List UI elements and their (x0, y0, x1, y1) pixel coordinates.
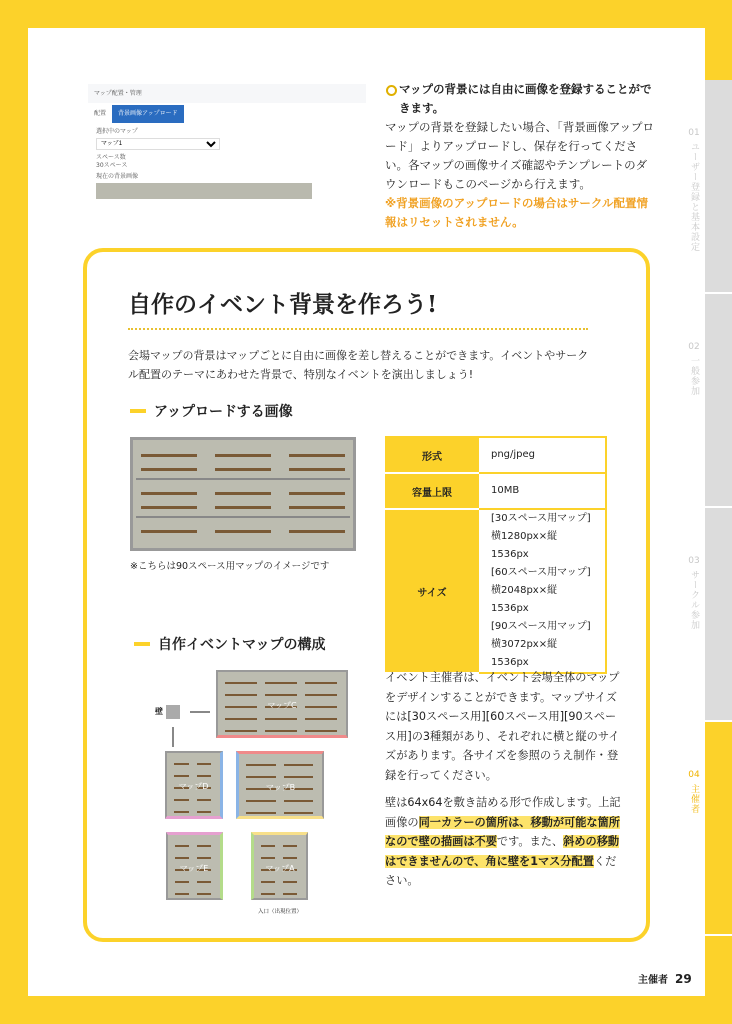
desk (261, 893, 275, 895)
desk (197, 799, 212, 801)
map-caption: ※こちらは90スペース用マップのイメージです (130, 561, 330, 572)
desk (265, 718, 297, 720)
space-label: スペース数 (96, 154, 126, 161)
screenshot-map-settings (88, 84, 366, 200)
desk (265, 682, 297, 684)
wall-label: 壁 (155, 707, 163, 716)
map-label: マップE (179, 864, 209, 874)
divider (128, 328, 588, 330)
page-footer (638, 971, 692, 986)
space-value: 30スペース (96, 162, 128, 169)
desk (175, 857, 189, 859)
bg-label: 現在の背景画像 (96, 173, 139, 180)
desk (261, 857, 275, 859)
size-line: [90スペース用マップ] (491, 621, 591, 632)
desk (141, 468, 197, 471)
desk (305, 730, 337, 732)
page-number: 29 (674, 972, 692, 986)
spec-value-sizes (478, 509, 606, 673)
desk (174, 763, 189, 765)
desk (175, 881, 189, 883)
size-line: 横1280px×縦1536px (491, 531, 558, 560)
map-label: マップC (267, 701, 297, 711)
lead-text: 会場マップの背景はマップごとに自由に画像を差し替えることができます。イベントやサークル配置のテーマにあわせた背景で、特別なイベントを演出しましょう! (128, 349, 589, 381)
map-e (166, 832, 223, 900)
tab-place: 配置 (94, 110, 107, 117)
map-select (96, 138, 220, 150)
desk (283, 893, 297, 895)
side-tab-03[interactable] (688, 508, 732, 722)
desc-highlight: 斜めの移動はできませんので、角に壁を1マス分配置 (385, 835, 620, 868)
desk (215, 506, 271, 509)
desk (305, 694, 337, 696)
desk (283, 881, 297, 883)
screenshot-title: マップ配置・管理 (94, 90, 142, 97)
side-tab-04[interactable] (688, 722, 732, 936)
tab-num: 03 (688, 556, 700, 566)
desk (283, 845, 297, 847)
desk (225, 718, 257, 720)
desk (265, 730, 297, 732)
desk (225, 694, 257, 696)
wall-tile (166, 705, 180, 719)
size-line: [30スペース用マップ] (491, 513, 591, 524)
desc-highlight: 同一カラーの箇所は、移動が可能な箇所なので壁の描画は不要 (385, 815, 620, 848)
intro-bullet: マップの背景には自由に画像を登録することができます。 (385, 80, 655, 118)
desk (246, 764, 276, 766)
heading-map-structure: 自作イベントマップの構成 (134, 634, 325, 654)
spec-key: サイズ (386, 509, 478, 673)
side-tabs (688, 80, 732, 936)
desk (261, 881, 275, 883)
desk (197, 811, 212, 813)
desk (197, 893, 211, 895)
desk (141, 492, 197, 495)
desc-text: です。また、 (496, 835, 564, 848)
structure-description (385, 668, 625, 891)
map-b (236, 751, 324, 819)
bg-image-preview (96, 183, 312, 199)
desk (175, 893, 189, 895)
spec-value: png/jpeg (478, 437, 606, 473)
entrance-label: 入口（出現位置） (258, 909, 303, 915)
tab-label: 主催者 (689, 784, 699, 814)
desk (197, 881, 211, 883)
aisle (136, 516, 350, 518)
size-line: 横2048px×縦1536px (491, 585, 558, 614)
map-d (165, 751, 223, 819)
desk (289, 454, 345, 457)
desk (197, 763, 212, 765)
desk (174, 811, 189, 813)
tab-label: サークル参加 (689, 570, 699, 630)
desk (174, 775, 189, 777)
desk (197, 845, 211, 847)
desk (141, 454, 197, 457)
desk (225, 730, 257, 732)
map-label: マップD (178, 782, 209, 792)
desk (225, 682, 257, 684)
desk (283, 857, 297, 859)
desk (215, 454, 271, 457)
arrow-down-icon (172, 727, 174, 747)
desk (289, 506, 345, 509)
map-label: マップB (265, 782, 296, 792)
tab-label: 一般参加 (689, 356, 699, 396)
desk (261, 845, 275, 847)
spec-table (385, 436, 607, 674)
desk (141, 506, 197, 509)
arrow-right-icon (190, 711, 210, 713)
tab-label: ユーザー登録と基本設定 (689, 142, 699, 252)
desk (175, 845, 189, 847)
spec-value: 10MB (478, 473, 606, 509)
desk (215, 468, 271, 471)
footer-section: 主催者 (638, 975, 668, 986)
tab-num: 02 (688, 342, 700, 352)
tab-upload: 背景画像アップロード (112, 105, 184, 123)
desk (265, 694, 297, 696)
intro (385, 80, 655, 232)
desk (141, 530, 197, 533)
heading-upload-image: アップロードする画像 (130, 401, 293, 421)
desk (284, 776, 314, 778)
desc-text: 壁は64x64を敷き詰める形で作成します。上記画像の (385, 796, 621, 829)
desk (284, 764, 314, 766)
desk (284, 800, 314, 802)
map-a (251, 832, 308, 900)
spec-key: 形式 (386, 437, 478, 473)
desk (289, 530, 345, 533)
section-title: 自作のイベント背景を作ろう! (128, 291, 438, 318)
desk (215, 492, 271, 495)
size-line: 横3072px×縦1536px (491, 639, 558, 668)
desc-p2 (385, 793, 625, 891)
desk (289, 468, 345, 471)
size-line: [60スペース用マップ] (491, 567, 591, 578)
desk (246, 812, 276, 814)
tab-num: 04 (688, 770, 700, 780)
desc-text: ください。 (385, 854, 617, 887)
desk (197, 775, 212, 777)
map-90-sample (130, 437, 356, 551)
map-c (216, 670, 348, 738)
desk (289, 492, 345, 495)
map-label: 選択中のマップ (96, 128, 138, 135)
aisle (136, 478, 350, 480)
desk (305, 682, 337, 684)
side-tab-02[interactable] (688, 294, 732, 508)
desk (305, 718, 337, 720)
desk (284, 812, 314, 814)
intro-body: マップの背景を登録したい場合、「背景画像アップロード」よりアップロードし、保存を行ってください。各マップの画像サイズ確認やテンプレートのダウンロードもこのページから行えます。 (385, 120, 654, 191)
map-label: マップA (265, 864, 295, 874)
side-tab-01[interactable] (688, 80, 732, 294)
desk (197, 857, 211, 859)
desk (246, 776, 276, 778)
desk (215, 530, 271, 533)
tab-num: 01 (688, 128, 700, 138)
intro-warning: ※背景画像のアップロードの場合はサークル配置情報はリセットされません。 (385, 196, 649, 229)
desc-p1: イベント主催者は、イベント会場全体のマップをデザインすることができます。マップサイズには[30スペース用][60スペース用][90スペース用]の3種類があり、それぞれに横と縦のサイズがあります。各サイズを参照のうえ制作・登録を行ってください。 (385, 671, 620, 782)
desk (246, 800, 276, 802)
spec-key: 容量上限 (386, 473, 478, 509)
desk (174, 799, 189, 801)
